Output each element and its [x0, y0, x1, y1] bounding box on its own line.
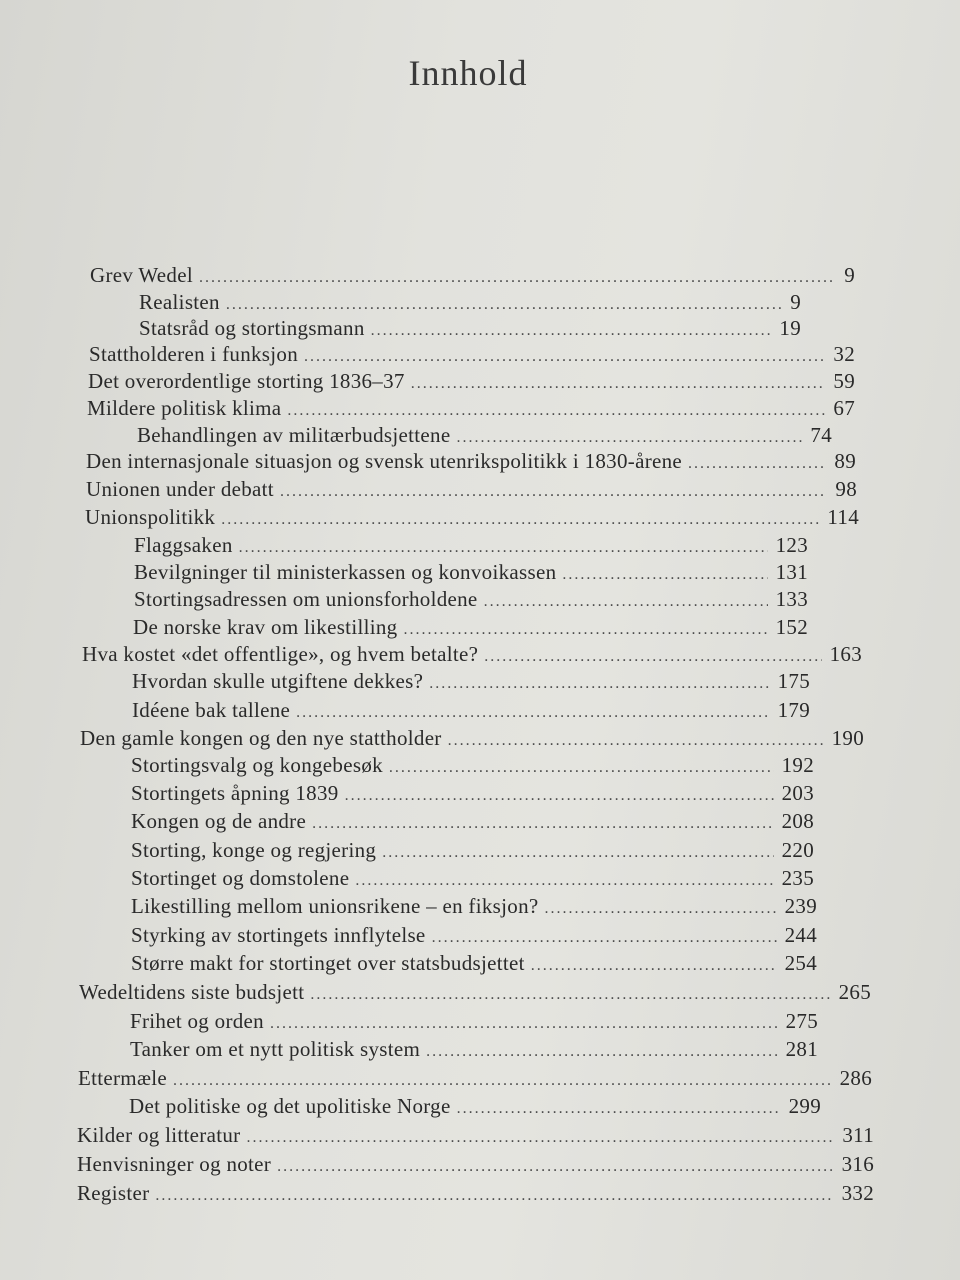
- toc-entry-page: 123: [775, 533, 808, 557]
- toc-entry: [134, 532, 808, 558]
- toc-entry-label: Hvordan skulle utgiftene dekkes?: [132, 669, 424, 693]
- toc-entry-page: 175: [777, 669, 810, 693]
- page-title: Innhold: [408, 53, 528, 93]
- dot-leader: [562, 559, 767, 585]
- toc-entry-page: 235: [781, 866, 814, 890]
- toc-entry: [86, 476, 857, 502]
- toc-entry-page: 239: [784, 894, 817, 918]
- toc-entry-page: 275: [785, 1009, 818, 1033]
- toc-entry: [131, 752, 814, 778]
- toc-entry: [130, 1036, 818, 1062]
- toc-entry-label: Storting, konge og regjering: [131, 838, 377, 862]
- toc-entry-label: Stattholderen i funksjon: [89, 342, 299, 366]
- toc-entry: [131, 922, 817, 948]
- toc-entry-page: 332: [841, 1181, 874, 1205]
- toc-entry: [137, 422, 832, 448]
- toc-entry: [85, 504, 859, 530]
- toc-entry-page: 220: [781, 838, 814, 862]
- toc-entry-label: Idéene bak tallene: [132, 698, 291, 722]
- toc-entry: [87, 395, 855, 421]
- toc-entry-label: Kongen og de andre: [131, 809, 307, 833]
- toc-entry-page: 133: [775, 587, 808, 611]
- dot-leader: [403, 614, 767, 640]
- toc-entry-label: Wedeltidens siste budsjett: [79, 980, 305, 1004]
- toc-entry-label: Styrking av stortingets innflytelse: [131, 923, 426, 947]
- toc-entry-label: Behandlingen av militærbudsjettene: [137, 423, 451, 447]
- toc-entry: [131, 808, 814, 834]
- dot-leader: [448, 725, 824, 751]
- toc-entry: [79, 979, 871, 1005]
- toc-entry-page: 265: [838, 980, 871, 1004]
- toc-entry-page: 9: [790, 290, 801, 314]
- toc-entry-page: 203: [781, 781, 814, 805]
- toc-entry-page: 74: [810, 423, 832, 447]
- toc-entry: [86, 448, 856, 474]
- toc-entry-label: Unionen under debatt: [86, 477, 274, 501]
- toc-entry-page: 311: [842, 1123, 874, 1147]
- toc-entry-label: Frihet og orden: [130, 1009, 264, 1033]
- toc-entry: [131, 950, 817, 976]
- toc-entry-page: 98: [835, 477, 857, 501]
- toc-entry: [132, 697, 810, 723]
- toc-entry-label: Realisten: [139, 290, 220, 314]
- toc-entry: [134, 559, 808, 585]
- dot-leader: [432, 922, 777, 948]
- dot-leader: [457, 1093, 781, 1119]
- dot-leader: [531, 950, 777, 976]
- dot-leader: [429, 668, 769, 694]
- dot-leader: [304, 341, 825, 367]
- toc-entry: [89, 341, 855, 367]
- toc-entry-page: 316: [841, 1152, 874, 1176]
- toc-entry-page: 131: [775, 560, 808, 584]
- dot-leader: [221, 504, 819, 530]
- toc-entry: [131, 780, 814, 806]
- toc-entry-page: 114: [827, 505, 859, 529]
- toc-entry-label: Bevilgninger til ministerkassen og konvoikassen: [134, 560, 557, 584]
- dot-leader: [312, 808, 774, 834]
- toc-entry-page: 67: [833, 396, 855, 420]
- toc-entry-label: Stortinget og domstolene: [131, 866, 350, 890]
- toc-entry: [134, 586, 808, 612]
- dot-leader: [456, 422, 802, 448]
- toc-entry-page: 254: [784, 951, 817, 975]
- dot-leader: [545, 893, 777, 919]
- toc-entry: [77, 1180, 874, 1206]
- dot-leader: [310, 979, 830, 1005]
- dot-leader: [287, 395, 825, 421]
- dot-leader: [345, 780, 774, 806]
- toc-entry-page: 286: [839, 1066, 872, 1090]
- toc-entry-label: Statsråd og stortingsmann: [139, 316, 365, 340]
- dot-leader: [371, 315, 772, 341]
- toc-entry-label: Den internasjonale situasjon og svensk utenrikspolitikk i 1830-årene: [86, 449, 683, 473]
- toc-entry-page: 190: [831, 726, 864, 750]
- toc-entry-page: 299: [788, 1094, 821, 1118]
- toc-entry: [139, 315, 801, 341]
- toc-entry-label: Ettermæle: [78, 1066, 168, 1090]
- toc-entry-label: Stortingsvalg og kongebesøk: [131, 753, 383, 777]
- dot-leader: [411, 368, 826, 394]
- toc-entry-label: Flaggsaken: [134, 533, 233, 557]
- toc-entry-page: 89: [834, 449, 856, 473]
- dot-leader: [426, 1036, 777, 1062]
- toc-entry-label: Større makt for stortinget over statsbudsjettet: [131, 951, 525, 975]
- dot-leader: [389, 752, 774, 778]
- toc-entry: [129, 1093, 821, 1119]
- toc-entry-page: 179: [777, 698, 810, 722]
- dot-leader: [239, 532, 768, 558]
- toc-entry-label: Kilder og litteratur: [77, 1123, 241, 1147]
- toc-entry-label: Unionspolitikk: [85, 505, 216, 529]
- toc-entry-page: 208: [781, 809, 814, 833]
- dot-leader: [355, 865, 773, 891]
- toc-entry-page: 281: [785, 1037, 818, 1061]
- toc-entry-page: 192: [781, 753, 814, 777]
- toc-entry: [133, 614, 808, 640]
- toc-entry-label: Mildere politisk klima: [87, 396, 282, 420]
- toc-entry-label: Det politiske og det upolitiske Norge: [129, 1094, 451, 1118]
- toc-entry-page: 9: [844, 263, 855, 287]
- toc-entry: [82, 641, 862, 667]
- toc-entry-page: 152: [775, 615, 808, 639]
- dot-leader: [296, 697, 769, 723]
- dot-leader: [246, 1122, 834, 1148]
- toc-entry-label: Hva kostet «det offentlige», og hvem betalte?: [82, 642, 479, 666]
- toc-entry: [131, 865, 814, 891]
- dot-leader: [382, 837, 773, 863]
- dot-leader: [270, 1008, 778, 1034]
- toc-entry-label: Tanker om et nytt politisk system: [130, 1037, 421, 1061]
- toc-entry: [90, 262, 855, 288]
- dot-leader: [484, 586, 768, 612]
- dot-leader: [173, 1065, 832, 1091]
- toc-entry: [78, 1065, 872, 1091]
- toc-entry-label: Likestilling mellom unionsrikene – en fiksjon?: [131, 894, 539, 918]
- dot-leader: [277, 1151, 834, 1177]
- dot-leader: [155, 1180, 833, 1206]
- toc-entry-page: 59: [833, 369, 855, 393]
- toc-entry-label: Stortingsadressen om unionsforholdene: [134, 587, 478, 611]
- toc-entry-page: 19: [779, 316, 801, 340]
- toc-entry-page: 32: [833, 342, 855, 366]
- toc-entry-label: Stortingets åpning 1839: [131, 781, 339, 805]
- toc-entry: [131, 837, 814, 863]
- toc-entry: [130, 1008, 818, 1034]
- toc-entry-label: De norske krav om likestilling: [133, 615, 398, 639]
- dot-leader: [484, 641, 821, 667]
- dot-leader: [226, 289, 782, 315]
- dot-leader: [199, 262, 836, 288]
- toc-entry: [77, 1151, 874, 1177]
- toc-entry: [132, 668, 810, 694]
- toc-entry-page: 244: [784, 923, 817, 947]
- toc-entry: [80, 725, 864, 751]
- toc-entry: [131, 893, 817, 919]
- toc-entry-label: Henvisninger og noter: [77, 1152, 272, 1176]
- toc-entry: [139, 289, 801, 315]
- toc-entry: [88, 368, 855, 394]
- toc-entry-label: Grev Wedel: [90, 263, 193, 287]
- toc-entry-page: 163: [829, 642, 862, 666]
- toc-entry-label: Det overordentlige storting 1836–37: [88, 369, 405, 393]
- toc-entry-label: Register: [77, 1181, 150, 1205]
- dot-leader: [688, 448, 826, 474]
- toc-entry-label: Den gamle kongen og den nye stattholder: [80, 726, 442, 750]
- toc-entry: [77, 1122, 874, 1148]
- dot-leader: [280, 476, 827, 502]
